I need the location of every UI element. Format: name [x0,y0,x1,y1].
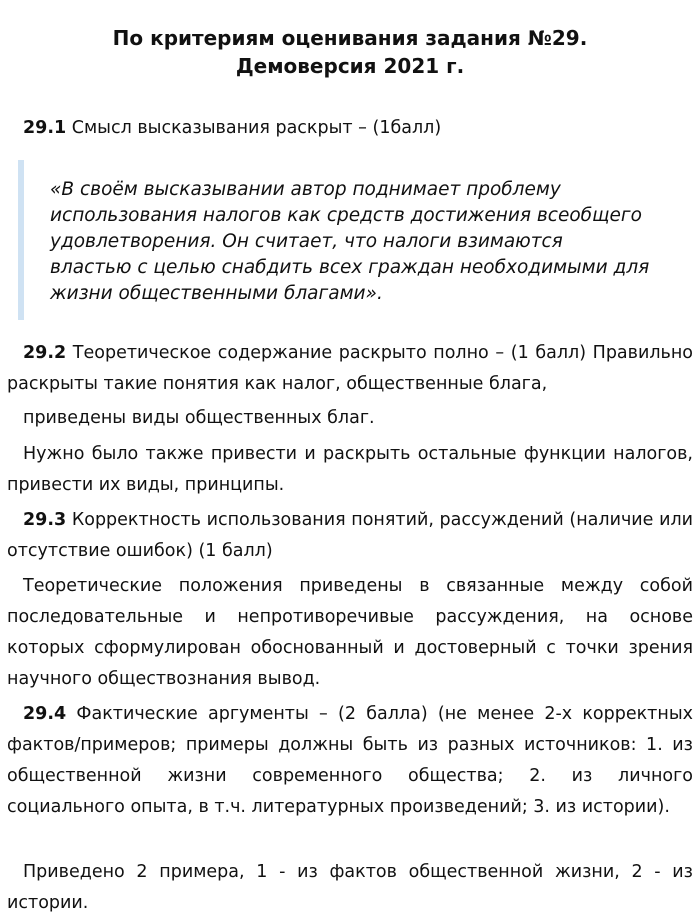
criterion-29-4 [7,699,693,823]
criterion-29-3 [7,505,693,567]
criterion-number: 29.3 [23,510,67,530]
criterion-29-3-note: Теоретические положения приведены в связанные между собой последовательные и непротиворечивые рассуждения, на основе которых сформулирован обоснованный и достоверный с точки зрения научного обществознания вывод. [7,576,693,689]
quote-text: «В своём высказывании автор поднимает проблему использования налогов как средств достижения всеобщего удовлетворения. Он считает, что налоги взимаются властью с целью снабдить всех граждан необходимыми для жизни общественными благами». [50,179,650,304]
page-title [0,24,700,80]
criterion-text: Корректность использования понятий, рассуждений (наличие или отсутствие ошибок) (1 балл) [7,510,693,561]
criterion-number: 29.4 [23,704,67,724]
criterion-29-1 [7,113,693,144]
criterion-text: Фактические аргументы – (2 балла) (не менее 2-х корректных фактов/примеров; примеры должны быть из разных источников: 1. из общественной жизни современного общества; 2. из личного социального опыта, в т.ч. литературных произведений; 3. из истории). [7,704,693,817]
criterion-text: Теоретическое содержание раскрыто полно – (1 балл) Правильно раскрыты такие понятия как налог, общественные блага, [7,343,693,394]
criterion-number: 29.2 [23,343,67,363]
criterion-number: 29.1 [23,118,67,138]
criterion-29-2-note-2: Нужно было также привести и раскрыть остальные функции налогов, привести их виды, принципы. [7,444,693,495]
quote-block [18,160,692,320]
criterion-29-4-note: Приведено 2 примера, 1 - из фактов общественной жизни, 2 - из истории. [7,862,693,913]
title-line-1: По критериям оценивания задания №29. [112,26,588,50]
title-line-2: Демоверсия 2021 г. [235,54,465,78]
criterion-29-2 [7,338,693,400]
criterion-text: Смысл высказывания раскрыт – (1балл) [66,118,442,138]
criterion-29-2-note-1: приведены виды общественных благ. [23,408,375,428]
